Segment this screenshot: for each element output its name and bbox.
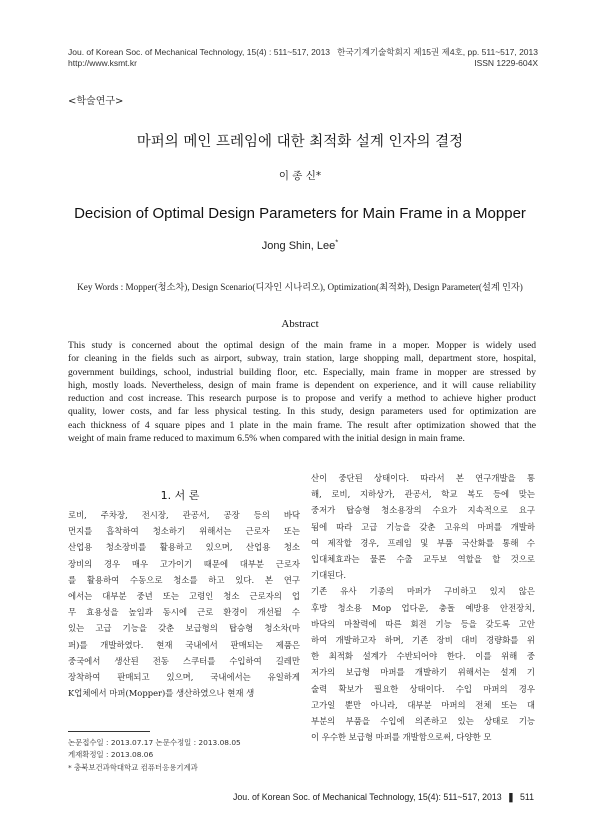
body-text-line: 이 우수한 보급형 마퍼를 개발함으로써, 다양한 모 — [311, 732, 492, 743]
body-text-line: 됨에 따라 고급 기능을 갖춘 고유의 마퍼를 개발하 — [311, 521, 535, 532]
body-text-line: 먼지를 흡착하여 청소하기 위해서는 근로자 또는 — [68, 526, 300, 537]
right-column-text — [311, 470, 535, 745]
author-english — [0, 237, 600, 252]
body-text-line: 중저가 탑승형 청소용장의 수요가 지속적으로 요구 — [311, 505, 535, 516]
body-text-line: 해, 로비, 지하상가, 관공서, 학교 복도 등에 맞는 — [311, 489, 535, 500]
footnote-line: 게재확정일 : 2013.08.06 — [68, 750, 154, 760]
keywords: Key Words : Mopper(청소차), Design Scenario(디자인 시나리오), Optimization(최적화), Design Parameter(설계 인자) — [77, 282, 523, 292]
abstract-line: each thickness of 4 square pipes and 1 plate in the main frame. The result after optimization showed that the — [68, 419, 536, 431]
body-text-line: 부분의 부품을 수입에 의존하고 있는 상태로 기능 — [311, 716, 535, 727]
body-text-line: 여 제작할 경우, 프레임 및 부품 국산화를 통해 수 — [311, 537, 535, 548]
footer-separator: ❚ — [507, 792, 515, 802]
author-korean: 이 종 신* — [278, 170, 322, 182]
title-english: Decision of Optimal Design Parameters for Main Frame in a Mopper — [74, 205, 526, 222]
abstract-line: government buildings, school, industrial building floor, etc. Especially, main frame in mopper are stressed by — [68, 366, 536, 378]
left-column-text — [68, 507, 300, 701]
body-text-line: 장비의 경우 매우 고가이기 때문에 대부분 근로자 — [68, 558, 300, 569]
abstract-line: This study is concerned about the optimal design of the main frame in a moper. Mopper is widely used — [68, 340, 536, 351]
body-text-line: 술력 확보가 필요한 상태이다. 수입 마퍼의 경우 — [311, 683, 535, 694]
body-text-line: 무 효용성을 높임과 동시에 근로 환경이 개선될 수 — [68, 607, 300, 618]
author-mark: * — [335, 237, 339, 247]
body-text-line: 입대체효과는 물론 수출 교두보 역할을 할 것으로 — [311, 554, 535, 565]
journal-url: http://www.ksmt.kr — [68, 58, 137, 68]
abstract-line: reduction and cost increase. This research purpose is to propose and verify a method to achieve higher product — [68, 393, 536, 405]
journal-issn: ISSN 1229-604X — [474, 58, 538, 68]
body-text-line: 저가의 보급형 마퍼를 개발하기 위해서는 설계 기 — [311, 667, 535, 678]
body-text-line: 에서는 대부분 중년 또는 고령인 청소 근로자의 업 — [68, 591, 300, 602]
footnotes — [68, 737, 241, 774]
footnote-divider — [68, 731, 150, 732]
body-text-line: 산업용 청소장비를 활용하고 있으며, 산업용 청소 — [68, 542, 300, 553]
footnote-line: * 충북보건과학대학교 컴퓨터응용기계과 — [68, 762, 198, 772]
article-category: <학술연구> — [68, 96, 124, 107]
body-text-line: 바닥의 마찰력에 따른 회전 기능 등을 갖도록 고안 — [311, 618, 535, 629]
body-text-line: 산이 중단된 상태이다. 따라서 본 연구개발을 통 — [311, 473, 535, 483]
body-text-line: K업체에서 마퍼(Mopper)를 생산하였으나 현재 생 — [68, 688, 255, 699]
footnote-line: 논문접수일 : 2013.07.17 논문수정일 : 2013.08.05 — [68, 738, 241, 747]
abstract-line: for cleaning in the fields such as airport, subway, train station, large shopping mall, department store, hospital, — [68, 353, 536, 365]
body-text-line: 기존 유사 기종의 마퍼가 구비하고 있지 않은 — [311, 586, 535, 597]
body-text-line: 로비, 주차장, 전시장, 관공서, 공장 등의 바닥 — [68, 510, 300, 520]
abstract-line: weight of main frame reduced to maximum 6.5% when compared with the initial design in main frame. — [68, 433, 465, 445]
body-text-line: 장착하여 판매되고 있으며, 국내에서는 유일하게 — [68, 672, 300, 683]
running-header-right — [337, 47, 538, 69]
body-text-line: 중국에서 생산된 전동 스쿠터를 수입하여 길레만 — [68, 655, 300, 666]
body-text-line: 기대된다. — [311, 570, 347, 581]
abstract-line: quality, lower costs, and far less physical testing. In this study, design parameters used for optimization are — [68, 406, 536, 418]
page-number: 511 — [519, 792, 534, 802]
title-korean: 마퍼의 메인 프레임에 대한 최적화 설계 인자의 결정 — [136, 134, 464, 150]
abstract-heading: Abstract — [281, 318, 319, 330]
journal-citation-ko: 한국기계기술학회지 제15권 제4호, pp. 511~517, 2013 — [337, 47, 538, 57]
abstract-body — [68, 339, 536, 445]
running-header-left — [68, 47, 330, 69]
body-text-line: 고가일 뿐만 아니라, 대부분 마퍼의 전체 또는 대 — [311, 699, 535, 710]
footer-citation: Jou. of Korean Soc. of Mechanical Technology, 15(4): 511~517, 2013 — [232, 792, 502, 802]
body-text-line: 퍼)를 개발하였다. 현재 국내에서 판매되는 제품은 — [68, 639, 300, 650]
abstract-line: high, mostly loads. Nevertheless, design of main frame is dependent on experience, and it will cause reliability — [68, 379, 536, 391]
journal-citation-en: Jou. of Korean Soc. of Mechanical Technology, 15(4) : 511~517, 2013 — [68, 47, 331, 57]
body-text-line: 후방 청소용 Mop 업다운, 충돌 예방용 안전장치, — [311, 602, 535, 613]
author-name: Jong Shin, Lee — [261, 240, 336, 252]
body-text-line: 있는 고급 기능을 갖춘 보급형의 탑승형 청소차(마 — [68, 623, 300, 634]
body-text-line: 를 활용하여 수동으로 청소를 하고 있다. 본 연구 — [68, 574, 300, 585]
body-text-line: 하여 개발하고자 하며, 기존 장비 대비 경량화를 위 — [311, 635, 535, 646]
section-heading-introduction: 1. 서 론 — [160, 489, 200, 502]
page-footer — [233, 792, 534, 803]
body-text-line: 한 최적화 설계가 수반되어야 한다. 이를 위해 중 — [311, 651, 535, 662]
